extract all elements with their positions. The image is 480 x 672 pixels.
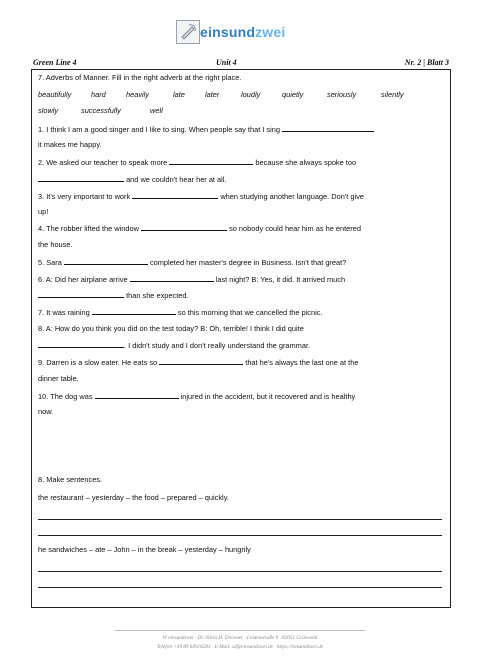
- writing-line[interactable]: [38, 587, 442, 588]
- exercise-item: it makes me happy.: [38, 140, 102, 149]
- logo-wordmark: einsundzwei: [200, 24, 286, 40]
- exercise-item: . I didn't study and I don't really understand the grammar.: [38, 340, 310, 350]
- word-bank-item: hard: [91, 90, 106, 99]
- course-label: Green Line 4: [33, 58, 77, 67]
- word-bank-item: well: [150, 106, 163, 115]
- exercise-item: the house.: [38, 240, 73, 249]
- answer-blank[interactable]: [38, 290, 124, 298]
- word-bank-item: slowly: [38, 106, 59, 115]
- exercise-item: 2. We asked our teacher to speak more because she always spoke too: [38, 158, 357, 167]
- writing-line[interactable]: [38, 519, 442, 520]
- answer-blank[interactable]: [141, 223, 227, 231]
- footer-divider: [115, 630, 365, 631]
- exercise-item: now.: [38, 407, 54, 416]
- word-bank-item: silently: [381, 90, 404, 99]
- logo: [176, 20, 286, 46]
- answer-blank[interactable]: [92, 307, 176, 315]
- word-bank-item: loudly: [241, 90, 261, 99]
- exercise-item: up!: [38, 207, 49, 216]
- exercise-8-title: 8. Make sentences.: [38, 475, 103, 484]
- sentence-prompt: he sandwiches – ate – John – in the break – yesterday – hungrily: [38, 545, 251, 554]
- worksheet-frame: [31, 69, 451, 608]
- answer-blank[interactable]: [169, 157, 253, 165]
- answer-blank[interactable]: [38, 174, 124, 182]
- footer-address: W einsundzwei · Dr. Silvia H. Drewner · Lindenstraße 9 · 82051 Grünwald: [162, 635, 318, 641]
- exercise-item: than she expected.: [38, 290, 189, 300]
- exercise-7-title: 7. Adverbs of Manner. Fill in the right adverb at the right place.: [38, 73, 242, 82]
- word-bank-item: seriously: [327, 90, 357, 99]
- answer-blank[interactable]: [282, 124, 374, 132]
- word-bank-item: heavily: [126, 90, 150, 99]
- word-bank-item: beautifully: [38, 90, 72, 99]
- word-bank-item: quietly: [282, 90, 304, 99]
- exercise-item: 6. A: Did her airplane arrive last night? B: Yes, it did. It arrived much: [38, 275, 346, 284]
- exercise-item: 10. The dog was injured in the accident, but it recovered and is healthy: [38, 392, 356, 401]
- exercise-item: and we couldn't hear her at all.: [38, 174, 227, 184]
- exercise-item: 1. I think I am a good singer and I like to sing. When people say that I sing: [38, 124, 374, 134]
- word-bank-item: late: [173, 90, 185, 99]
- exercise-item: dinner table.: [38, 374, 79, 383]
- exercise-item: 9. Darren is a slow eater. He eats so that he's always the last one at the: [38, 358, 359, 367]
- word-bank-item: successfully: [81, 106, 121, 115]
- answer-blank[interactable]: [159, 357, 243, 365]
- word-bank-item: later: [205, 90, 220, 99]
- exercise-item: 7. It was raining so this morning that we cancelled the picnic.: [38, 308, 323, 317]
- answer-blank[interactable]: [130, 274, 214, 282]
- writing-line[interactable]: [38, 535, 442, 536]
- exercise-item: 4. The robber lifted the window so nobody could hear him as he entered: [38, 224, 361, 233]
- exercise-item: 5. Sara completed her master's degree in Business. Isn't that great?: [38, 258, 347, 267]
- sentence-prompt: the restaurant – yesterday – the food – prepared – quickly.: [38, 493, 229, 502]
- answer-blank[interactable]: [132, 191, 218, 199]
- answer-blank[interactable]: [38, 340, 124, 348]
- footer-contact: Telefon +49 89 64918283 · E-Mail: sd@einsundzwei.de · https://einsundzwei.de: [156, 644, 324, 650]
- pencil-head-logo-icon: [176, 20, 200, 44]
- answer-blank[interactable]: [64, 257, 148, 265]
- writing-line[interactable]: [38, 571, 442, 572]
- answer-blank[interactable]: [95, 391, 179, 399]
- unit-label: Unit 4: [216, 58, 237, 67]
- exercise-item: 3. It's very important to work when studying another language. Don't give: [38, 192, 364, 201]
- sheet-number: Nr. 2 | Blatt 3: [404, 58, 449, 67]
- exercise-item: 8. A: How do you think you did on the test today? B: Oh, terrible! I think I did quite: [38, 324, 304, 333]
